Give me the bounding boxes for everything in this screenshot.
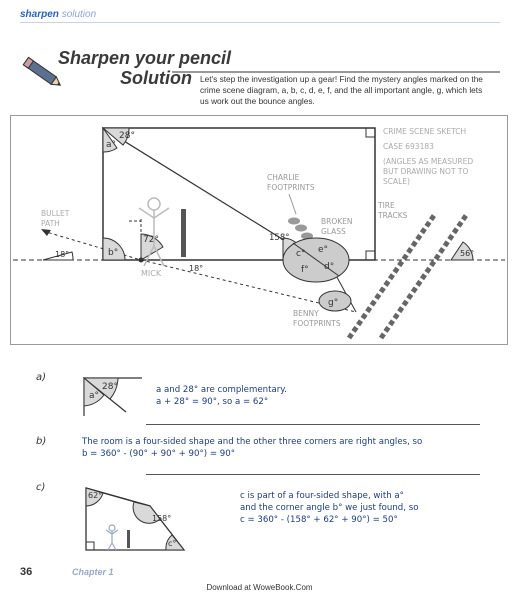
angle-56-label: 56°	[460, 249, 475, 258]
solution-b-rule	[146, 474, 480, 475]
solution-b-text	[82, 436, 502, 460]
intro-text: Let's step the investigation up a gear! Find the mystery angles marked on the crime scene diagram, a, b, c, d, e, f, and the all important angle, g, which lets us work out the bounce angles.	[200, 74, 483, 106]
sketch-label-1: CRIME SCENE SKETCH	[383, 127, 467, 136]
angle-18-mid-label: 18°	[189, 264, 204, 273]
angle-e-label: e°	[318, 245, 329, 255]
solution-c-line2: and the corner angle b° we just found, so	[240, 503, 419, 513]
footprint-icon	[295, 225, 307, 232]
tire-label-1: TIRE	[378, 201, 395, 210]
bullet-label-1: BULLET	[41, 209, 70, 218]
right-angle-mark	[366, 128, 375, 137]
tire-tracks-icon	[349, 214, 467, 338]
crime-scene-diagram	[10, 115, 508, 345]
sketch-label-2: CASE 693183	[383, 142, 434, 151]
angle-b-label: b°	[108, 248, 119, 258]
bullet-label-2: PATH	[41, 219, 60, 228]
sharpen-title-line1: Sharpen your pencil	[58, 48, 232, 68]
charlie-label-1: CHARLIE	[267, 173, 300, 182]
solution-c-line3: c = 360° - (158° + 62° + 90°) = 50°	[240, 515, 398, 525]
download-credit: Download at WoweBook.Com	[206, 583, 313, 592]
mick-label: MICK	[141, 269, 162, 278]
angle-d-label: d°	[324, 262, 335, 272]
solution-a-text	[156, 384, 496, 408]
benny-label-2: FOOTPRINTS	[293, 319, 341, 328]
angle-18-left-label: 18°	[55, 250, 70, 259]
fig-a-a-label: a°	[89, 391, 100, 401]
crime-scene-svg	[11, 116, 507, 344]
broken-label-2: GLASS	[321, 227, 346, 236]
note-label-2: BUT DRAWING NOT TO	[383, 167, 469, 176]
fig-a-28-label: 28°	[102, 382, 118, 392]
tire-label-2: TRACKS	[378, 211, 408, 220]
post-mark	[181, 209, 186, 257]
solution-a-line2: a + 28° = 90°, so a = 62°	[156, 397, 269, 407]
note-label-3: SCALE)	[383, 177, 410, 186]
header-divider	[20, 22, 500, 23]
sharpen-title-line2: Solution	[120, 68, 192, 88]
page-number: 36	[20, 566, 33, 578]
section-header-bold: sharpen	[20, 9, 59, 20]
fig-c-158-label: 158°	[152, 514, 172, 523]
solution-c-line1: c is part of a four-sided shape, with a°	[240, 491, 404, 501]
solution-c-text	[240, 490, 500, 526]
fig-c-c-label: c°	[168, 539, 177, 548]
angle-a-label: a°	[106, 140, 117, 150]
benny-label-1: BENNY	[293, 309, 319, 318]
impact-point	[139, 258, 144, 263]
solution-a-rule	[146, 424, 480, 425]
charlie-label-2: FOOTPRINTS	[267, 183, 315, 192]
angle-c-label: c°	[296, 249, 306, 259]
mick-small-icon	[106, 525, 118, 550]
solution-c-figure	[82, 486, 192, 556]
angle-72-label: 72°	[143, 235, 159, 245]
angle-28-label: 28°	[119, 131, 135, 141]
footprint-icon	[288, 218, 300, 225]
right-angle-mark	[366, 251, 375, 260]
angle-f-label: f°	[301, 265, 309, 275]
chapter-label: Chapter 1	[72, 567, 114, 577]
solution-b-line2: b = 360° - (90° + 90° + 90°) = 90°	[82, 449, 236, 459]
solution-a-letter: a)	[36, 372, 47, 383]
broken-label-1: BROKEN	[321, 217, 353, 226]
section-header-rest: solution	[61, 9, 97, 20]
note-label-1: (ANGLES AS MEASURED	[383, 157, 474, 166]
solution-b-line1: The room is a four-sided shape and the other three corners are right angles, so	[82, 437, 423, 447]
angle-158-label: 158°	[269, 233, 290, 243]
solution-b-letter: b)	[36, 436, 47, 447]
solution-c-letter: c)	[36, 482, 46, 493]
fig-c-62-label: 62°	[88, 491, 103, 500]
angle-g-label: g°	[328, 298, 339, 308]
solution-a-figure	[82, 376, 146, 418]
section-header	[20, 9, 96, 20]
solution-a-line1: a and 28° are complementary.	[156, 385, 287, 395]
